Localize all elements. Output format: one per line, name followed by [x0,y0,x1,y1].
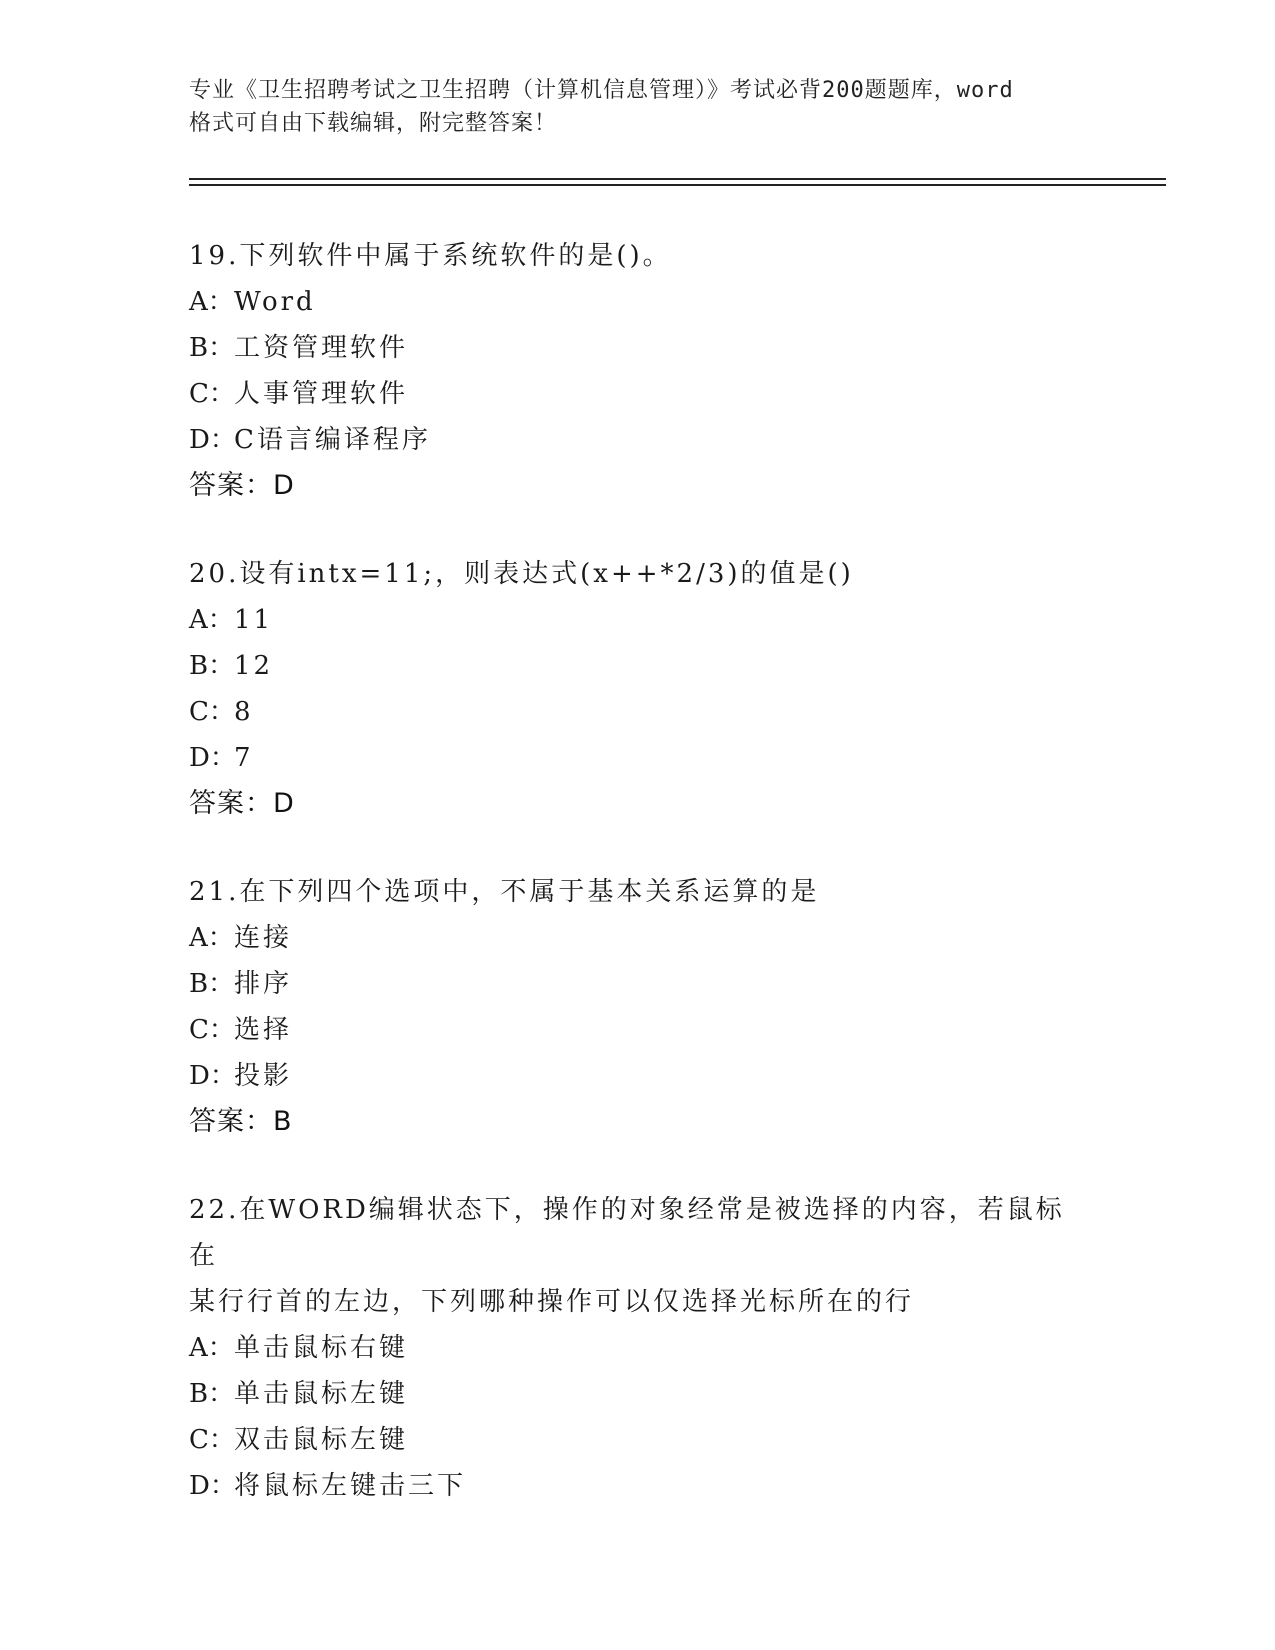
option-key: C： [189,1425,235,1455]
option-key: D： [189,1061,236,1091]
question-stem-line-1: 22.在WORD编辑状态下，操作的对象经常是被选择的内容，若鼠标在 [189,1195,1065,1271]
option-text: C语言编译程序 [234,425,431,455]
option-d [189,1463,1089,1509]
option-b [189,961,1089,1007]
option-key: B： [189,333,235,363]
option-d [189,417,1089,463]
option-key: A： [189,923,234,953]
option-text: 7 [234,743,254,773]
option-key: D： [189,1471,236,1501]
question-stem-line-2: 某行行首的左边，下列哪种操作可以仅选择光标所在的行 [189,1287,915,1317]
question-stem: 20.设有intx=11;，则表达式(x++*2/3)的值是() [189,559,854,589]
option-b [189,643,1089,689]
option-c [189,689,1089,735]
option-key: A： [189,1333,234,1363]
option-c [189,1007,1089,1053]
option-text: 双击鼠标左键 [234,1425,409,1455]
option-a [189,279,1089,325]
option-text: 12 [234,651,274,681]
option-a [189,597,1089,643]
option-key: B： [189,1379,235,1409]
option-text: 人事管理软件 [234,379,409,409]
option-key: B： [189,651,235,681]
option-key: D： [189,743,236,773]
option-text: 单击鼠标左键 [234,1379,409,1409]
option-text: 8 [234,697,254,727]
option-key: C： [189,1015,235,1045]
option-text: Word [234,287,316,317]
question-stem: 19.下列软件中属于系统软件的是()。 [189,241,672,271]
option-d [189,735,1089,781]
answer-line: 答案：B [189,1106,293,1137]
question-19 [189,233,1089,509]
option-key: C： [189,697,235,727]
document-header [189,74,1089,140]
option-text: 单击鼠标右键 [234,1333,409,1363]
option-text: 排序 [234,969,293,999]
option-key: A： [189,287,234,317]
header-title-line-1: 专业《卫生招聘考试之卫生招聘（计算机信息管理）》考试必背200题题库，word [189,78,1014,103]
option-text: 工资管理软件 [234,333,409,363]
header-divider-top [189,178,1166,180]
option-text: 投影 [234,1061,293,1091]
header-divider-bottom [189,184,1166,186]
option-text: 11 [234,605,274,635]
question-20 [189,551,1089,827]
option-c [189,1417,1089,1463]
option-b [189,1371,1089,1417]
option-b [189,325,1089,371]
option-c [189,371,1089,417]
option-text: 连接 [234,923,293,953]
answer-line: 答案：D [189,788,295,819]
option-text: 将鼠标左键击三下 [234,1471,467,1501]
question-21 [189,869,1089,1145]
option-text: 选择 [234,1015,293,1045]
option-a [189,1325,1089,1371]
question-22 [189,1187,1089,1509]
answer-line: 答案：D [189,470,295,501]
option-key: D： [189,425,236,455]
option-d [189,1053,1089,1099]
question-stem: 21.在下列四个选项中，不属于基本关系运算的是 [189,877,820,907]
option-key: C： [189,379,235,409]
option-key: B： [189,969,235,999]
question-list [189,233,1089,1551]
option-a [189,915,1089,961]
header-title-line-2: 格式可自由下载编辑，附完整答案！ [189,111,558,136]
option-key: A： [189,605,234,635]
